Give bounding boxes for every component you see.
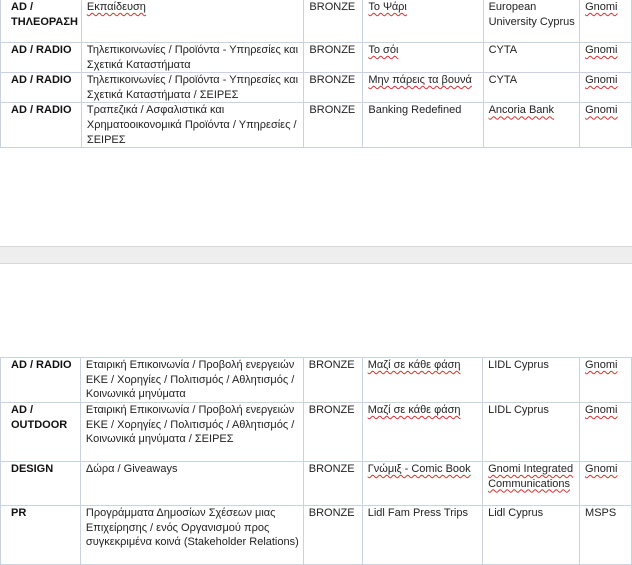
page-break	[0, 246, 632, 264]
subcategory-cell	[81, 0, 304, 43]
title-cell	[363, 73, 483, 103]
agency-text: Gnomi	[585, 74, 618, 87]
table-row	[1, 0, 632, 43]
title-text: Γνώμιξ - Comic Book	[367, 463, 471, 475]
agency-cell	[580, 358, 632, 403]
table-row	[1, 43, 632, 73]
title-cell	[362, 358, 482, 403]
category-cell: AD / ΤΗΛΕΟΡΑΣΗ	[1, 0, 82, 43]
title-text: Μαζί σε κάθε φάση	[367, 404, 461, 416]
agency-cell	[580, 403, 632, 462]
agency-cell	[580, 73, 632, 103]
title-text: Μην πάρεις τα βουνά	[368, 74, 472, 87]
award-cell: BRONZE	[304, 103, 363, 148]
client-cell	[483, 103, 580, 148]
category-cell: AD / OUTDOOR	[1, 403, 81, 462]
agency-text: Gnomi	[585, 44, 618, 56]
agency-cell	[580, 0, 632, 43]
award-cell: BRONZE	[303, 506, 362, 565]
agency-cell: MSPS	[580, 506, 632, 565]
title-cell: Lidl Fam Press Trips	[362, 506, 482, 565]
subcategory-text: Εκπαίδευση	[86, 1, 146, 13]
category-cell: AD / RADIO	[1, 103, 82, 148]
awards-table-bottom	[0, 357, 632, 565]
client-cell	[483, 462, 580, 506]
category-cell: DESIGN	[1, 462, 81, 506]
client-cell: Lidl Cyprus	[483, 506, 580, 565]
table-row	[1, 403, 632, 462]
award-cell: BRONZE	[304, 0, 363, 43]
client-cell: CYTA	[483, 43, 580, 73]
subcategory-cell: Τηλεπικοινωνίες / Προϊόντα - Υπηρεσίες και Σχετικά Καταστήματα	[81, 43, 304, 73]
title-text: Το Ψάρι	[368, 1, 407, 13]
title-text: Το σόι	[368, 44, 399, 56]
table-row	[1, 358, 632, 403]
agency-cell	[580, 103, 632, 148]
client-cell: LIDL Cyprus	[483, 403, 580, 462]
subcategory-cell: Δώρα / Giveaways	[80, 462, 303, 506]
title-cell	[362, 403, 482, 462]
subcategory-cell: Προγράμματα Δημοσίων Σχέσεων μιας Επιχείρησης / ενός Οργανισμού προς συγκεκριμένα κοινά (Stakeholder Relations)	[80, 506, 303, 565]
agency-text: Gnomi	[585, 359, 618, 371]
title-cell	[362, 462, 482, 506]
title-text: Μαζί σε κάθε φάση	[367, 359, 461, 371]
title-cell	[363, 0, 483, 43]
award-cell: BRONZE	[304, 43, 363, 73]
award-cell: BRONZE	[304, 73, 363, 103]
award-cell: BRONZE	[303, 358, 362, 403]
client-cell: LIDL Cyprus	[483, 358, 580, 403]
agency-cell	[580, 43, 632, 73]
subcategory-cell: Τηλεπικοινωνίες / Προϊόντα - Υπηρεσίες και Σχετικά Καταστήματα / ΣΕΙΡΕΣ	[81, 73, 304, 103]
awards-table-top	[0, 0, 632, 148]
table-row	[1, 103, 632, 148]
subcategory-cell: Εταιρική Επικοινωνία / Προβολή ενεργειών ΕΚΕ / Χορηγίες / Πολιτισμός / Αθλητισμός / Κοινωνικά μηνύματα	[80, 358, 303, 403]
award-cell: BRONZE	[303, 403, 362, 462]
client-cell: European University Cyprus	[483, 0, 580, 43]
table-row	[1, 506, 632, 565]
agency-text: Gnomi	[585, 404, 618, 416]
client-cell: CYTA	[483, 73, 580, 103]
award-cell: BRONZE	[303, 462, 362, 506]
agency-cell	[580, 462, 632, 506]
category-cell: AD / RADIO	[1, 73, 82, 103]
title-cell	[363, 43, 483, 73]
table-row	[1, 462, 632, 506]
subcategory-cell: Εταιρική Επικοινωνία / Προβολή ενεργειών ΕΚΕ / Χορηγίες / Πολιτισμός / Αθλητισμός / Κοινωνικά μηνύματα / ΣΕΙΡΕΣ	[80, 403, 303, 462]
category-cell: AD / RADIO	[1, 358, 81, 403]
agency-text: Gnomi	[585, 1, 618, 13]
agency-text: Gnomi	[585, 104, 618, 117]
title-cell: Banking Redefined	[363, 103, 483, 148]
subcategory-cell: Τραπεζικά / Ασφαλιστικά και Χρηματοοικονομικά Προϊόντα / Υπηρεσίες / ΣΕΙΡΕΣ	[81, 103, 304, 148]
agency-text: Gnomi	[585, 463, 618, 475]
category-cell: AD / RADIO	[1, 43, 82, 73]
category-cell: PR	[1, 506, 81, 565]
table-row	[1, 73, 632, 103]
client-text: Gnomi Integrated Communications	[488, 463, 574, 490]
client-text: Ancoria Bank	[488, 104, 555, 117]
